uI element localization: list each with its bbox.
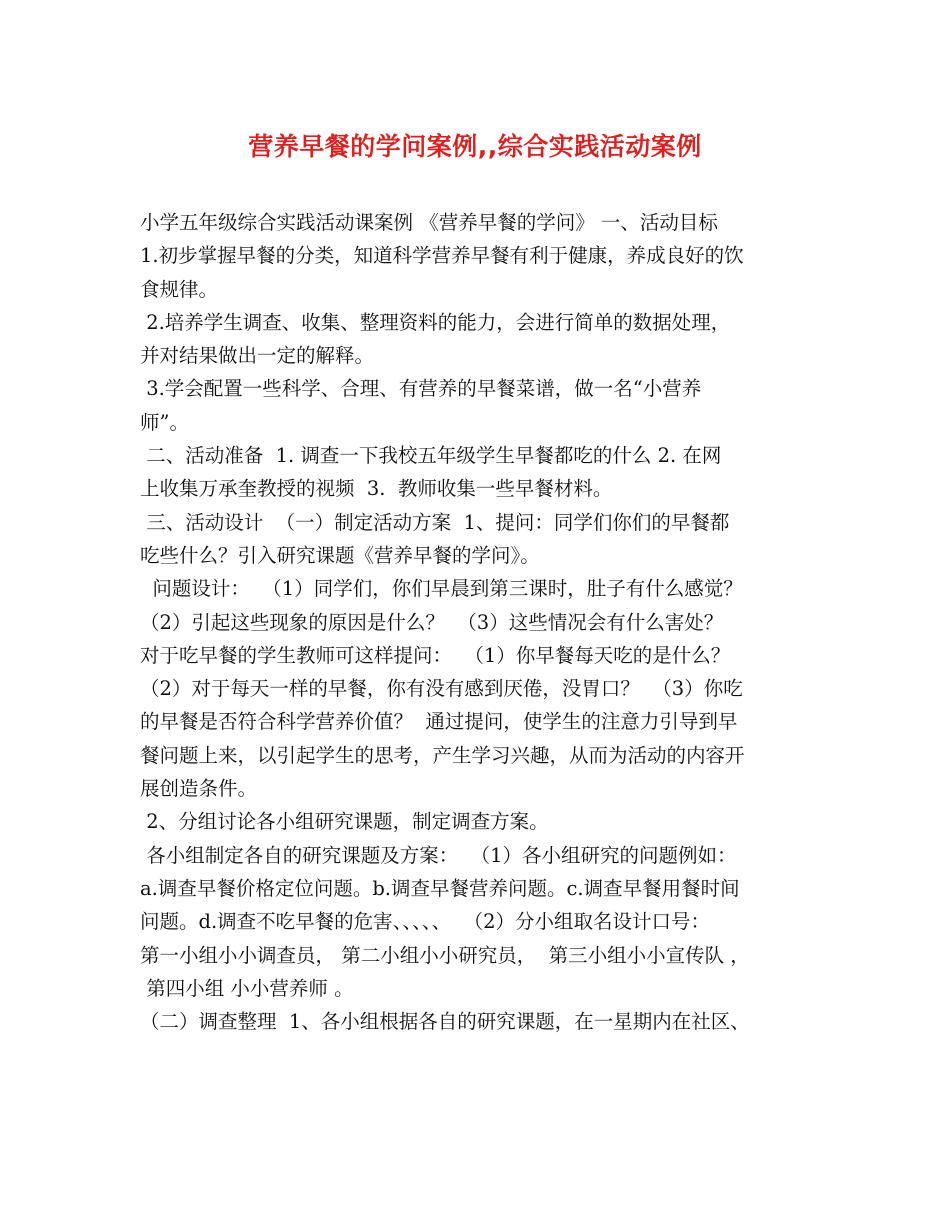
body-line: 各小组制定各自的研究课题及方案： （1）各小组研究的问题例如： — [140, 843, 737, 867]
body-line: （2）对于每天一样的早餐，你有没有感到厌倦，没胃口？ （3）你吃 — [140, 677, 743, 701]
body-line: 餐问题上来，以引起学生的思考，产生学习兴趣，从而为活动的内容开 — [140, 743, 745, 767]
body-line: 吃些什么？引入研究课题《营养早餐的学问》。 — [140, 543, 540, 567]
body-line: 问题。d.调查不吃早餐的危害、、、、、 （2）分小组取名设计口号： — [140, 910, 710, 934]
body-line: 第一小组小小调查员， 第二小组小小研究员， 第三小组小小宣传队 ， — [140, 943, 750, 967]
body-line: 二、活动准备 1. 调查一下我校五年级学生早餐都吃的什么 2. 在网 — [140, 444, 722, 468]
body-line: 师”。 — [140, 410, 189, 434]
document-title: 营养早餐的学问案例,,综合实践活动案例 — [248, 132, 702, 161]
body-line: 的早餐是否符合科学营养价值？ 通过提问，使学生的注意力引导到早 — [140, 710, 738, 734]
body-line: 三、活动设计 （一）制定活动方案 1、提问：同学们你们的早餐都 — [140, 510, 730, 534]
body-line: （二）调查整理 1、各小组根据各自的研究课题，在一星期内在社区、 — [140, 1010, 750, 1034]
body-line: （2）引起这些现象的原因是什么？ （3）这些情况会有什么害处？ — [140, 610, 724, 634]
body-line: 2、分组讨论各小组研究课题，制定调查方案。 — [140, 810, 549, 834]
body-line: 并对结果做出一定的解释。 — [140, 344, 375, 368]
body-line: a.调查早餐价格定位问题。b.调查早餐营养问题。c.调查早餐用餐时间 — [140, 876, 740, 900]
body-line: 问题设计： （1）同学们，你们早晨到第三课时，肚子有什么感觉？ — [140, 577, 743, 601]
body-line: 食规律。 — [140, 277, 219, 301]
body-line: 1.初步掌握早餐的分类，知道科学营养早餐有利于健康，养成良好的饮 — [140, 244, 744, 268]
body-line: 3.学会配置一些科学、合理、有营养的早餐菜谱，做一名“小营养 — [140, 377, 702, 401]
body-line: 上收集万承奎教授的视频 3. 教师收集一些早餐材料。 — [140, 477, 613, 501]
body-line: 第四小组 小小营养师 。 — [140, 976, 354, 1000]
body-line: 小学五年级综合实践活动课案例 《营养早餐的学问》 一、活动目标 — [140, 211, 718, 234]
body-line: 展创造条件。 — [140, 777, 258, 801]
document-body — [140, 206, 812, 1038]
body-line: 2.培养学生调查、收集、整理资料的能力，会进行简单的数据处理， — [140, 310, 731, 334]
body-line: 对于吃早餐的学生教师可这样提问： （1）你早餐每天吃的是什么？ — [140, 643, 731, 667]
